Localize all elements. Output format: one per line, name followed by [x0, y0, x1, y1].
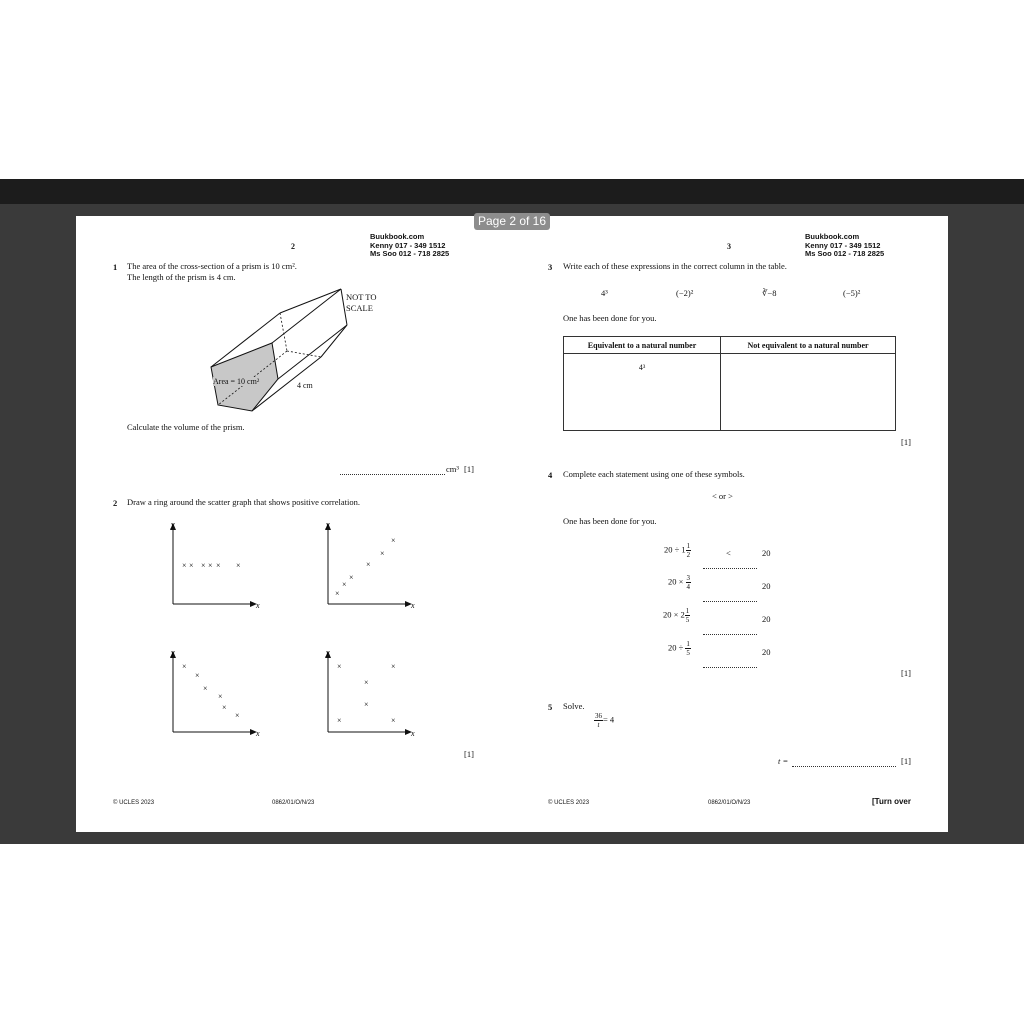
q3-expression-2: (−2)² — [676, 288, 694, 298]
scatter-point: × — [216, 561, 221, 570]
q3-prompt: Write each of these expressions in the correct column in the table. — [563, 261, 787, 271]
right-footer-code: 0862/01/O/N/23 — [708, 800, 751, 806]
y-axis-label: y — [326, 649, 330, 657]
q2-prompt: Draw a ring around the scatter graph that shows positive correlation. — [127, 497, 360, 507]
scatter-point: × — [391, 716, 396, 725]
fraction-numerator: 36 — [595, 712, 602, 720]
fraction-denominator: 4 — [686, 583, 691, 591]
scatter-point: × — [349, 573, 354, 582]
y-axis-label: y — [326, 521, 330, 529]
scatter-point: × — [364, 678, 369, 687]
q4-row-lhs: 20 ÷ — [668, 642, 684, 653]
scatter-graph-negative-correlation[interactable] — [166, 649, 266, 744]
scatter-point: × — [182, 662, 187, 671]
q1-prompt: Calculate the volume of the prism. — [127, 422, 245, 432]
q2-marks: [1] — [464, 749, 474, 759]
length-label: 4 cm — [297, 381, 313, 390]
q1-line1: The area of the cross-section of a prism is 10 cm². — [127, 261, 297, 271]
q4-row-fraction — [686, 574, 692, 591]
q5-equation-rhs: = 4 — [603, 714, 615, 725]
q4-row-2 — [668, 574, 691, 591]
scatter-point: × — [203, 684, 208, 693]
q4-row-4-rhs: 20 — [762, 647, 771, 657]
not-to-scale-line1: NOT TO — [346, 292, 377, 302]
fraction-numerator: 1 — [686, 640, 690, 648]
q3-expression-3: ∛−8 — [762, 288, 777, 298]
q2-number: 2 — [113, 498, 118, 508]
prism-diagram — [201, 286, 351, 416]
q5-prompt: Solve. — [563, 701, 585, 711]
scatter-point: × — [391, 536, 396, 545]
prism-edge — [321, 325, 347, 357]
q4-row-fraction — [685, 640, 691, 657]
scatter-point: × — [380, 549, 385, 558]
q1-number: 1 — [113, 262, 118, 272]
q5-marks: [1] — [901, 756, 911, 766]
q4-done-note: One has been done for you. — [563, 516, 657, 526]
area-label: Area = 10 cm² — [213, 377, 260, 386]
q4-row-2-answer-line[interactable] — [703, 601, 757, 602]
scatter-graph-positive-correlation[interactable] — [321, 521, 421, 616]
q4-marks: [1] — [901, 668, 911, 678]
brand-contact-kenny: Kenny 017 - 349 1512 — [370, 240, 446, 250]
q3-example-entry: 4³ — [638, 363, 646, 372]
scatter-point: × — [337, 662, 342, 671]
page-indicator: Page 2 of 16 — [474, 213, 550, 230]
scatter-point: × — [218, 692, 223, 701]
q4-row-lhs: 20 ÷ 1 — [664, 544, 686, 555]
scatter-graph-no-correlation[interactable] — [166, 521, 266, 616]
fraction-numerator: 1 — [685, 607, 690, 615]
natural-column-cell[interactable] — [564, 354, 721, 431]
scatter-point: × — [208, 561, 213, 570]
left-footer-copyright: © UCLES 2023 — [113, 800, 155, 806]
q4-row-lhs: 20 × 2 — [663, 609, 685, 620]
not-to-scale-line2: SCALE — [346, 303, 373, 313]
brand-site: Buukbook.com — [805, 232, 860, 241]
scatter-point: × — [182, 561, 187, 570]
q4-row-3-rhs: 20 — [762, 614, 771, 624]
prism-edge — [341, 289, 347, 325]
not-natural-column-cell[interactable] — [721, 354, 896, 431]
q5-number: 5 — [548, 702, 553, 712]
q4-number: 4 — [548, 470, 553, 480]
right-brand-block — [805, 233, 884, 259]
table-header-not-natural: Not equivalent to a natural number — [721, 337, 896, 354]
x-axis-label: x — [256, 729, 260, 738]
scatter-graph-no-correlation-spread[interactable] — [321, 649, 421, 744]
scatter-point: × — [364, 700, 369, 709]
q3-answer-table — [563, 336, 896, 431]
prism-edge — [280, 289, 341, 313]
fraction-numerator: 3 — [686, 574, 691, 582]
brand-contact-soo: Ms Soo 012 - 718 2825 — [805, 249, 885, 258]
scatter-point: × — [337, 716, 342, 725]
prism-edge — [278, 325, 347, 379]
q3-marks: [1] — [901, 437, 911, 447]
scatter-point: × — [236, 561, 241, 570]
scatter-point: × — [335, 589, 340, 598]
scatter-point: × — [391, 662, 396, 671]
left-page-number: 2 — [291, 242, 295, 251]
q4-row-lhs: 20 × — [668, 576, 684, 587]
q1-unit: cm³ — [446, 464, 459, 474]
left-brand-block — [370, 233, 449, 259]
pdf-viewer — [0, 179, 1024, 844]
x-axis-label: x — [256, 601, 260, 610]
scatter-points — [337, 662, 396, 725]
q4-row-fraction — [685, 607, 691, 624]
fraction-denominator: 5 — [686, 649, 690, 657]
scatter-point: × — [222, 703, 227, 712]
q5-equation — [594, 712, 614, 729]
q4-row-1-answer-line[interactable] — [703, 568, 757, 569]
hidden-edge — [287, 351, 321, 357]
q3-done-note: One has been done for you. — [563, 313, 657, 323]
fraction-denominator: 2 — [686, 551, 691, 559]
q4-row-1-answer: < — [726, 548, 731, 558]
q4-row-3-answer-line[interactable] — [703, 634, 757, 635]
scatter-points — [335, 536, 396, 598]
fraction-denominator: 5 — [685, 616, 690, 624]
scatter-point: × — [189, 561, 194, 570]
q4-row-4-answer-line[interactable] — [703, 667, 757, 668]
fraction-denominator: t — [597, 721, 600, 729]
q1-answer-line[interactable] — [340, 474, 445, 475]
q3-number: 3 — [548, 262, 553, 272]
scatter-point: × — [235, 711, 240, 720]
q1-marks: [1] — [464, 464, 474, 474]
turn-over-label: [Turn over — [872, 797, 911, 806]
fraction-numerator: 1 — [686, 542, 691, 550]
right-page-number: 3 — [727, 242, 731, 251]
scatter-point: × — [342, 580, 347, 589]
left-footer-code: 0862/01/O/N/23 — [272, 800, 315, 806]
q4-row-1 — [664, 542, 691, 559]
y-axis-label: y — [171, 649, 175, 657]
q4-prompt: Complete each statement using one of these symbols. — [563, 469, 745, 479]
scatter-point: × — [201, 561, 206, 570]
brand-contact-soo: Ms Soo 012 - 718 2825 — [370, 249, 450, 258]
q5-answer-label: t = — [778, 756, 789, 766]
q4-row-2-rhs: 20 — [762, 581, 771, 591]
pdf-page-spread — [76, 216, 948, 832]
brand-site: Buukbook.com — [370, 232, 425, 241]
prism-edge — [272, 289, 341, 343]
q5-fraction — [594, 712, 603, 729]
scatter-points — [182, 662, 240, 720]
scatter-point: × — [195, 671, 200, 680]
scatter-points — [182, 561, 241, 570]
brand-contact-kenny: Kenny 017 - 349 1512 — [805, 240, 881, 250]
q1-line2: The length of the prism is 4 cm. — [127, 272, 236, 282]
q3-expression-1: 4³ — [601, 288, 608, 298]
q3-expression-4: (−5)² — [843, 288, 861, 298]
scatter-point: × — [366, 560, 371, 569]
q4-row-1-rhs: 20 — [762, 548, 771, 558]
viewer-toolbar — [0, 179, 1024, 204]
q4-row-3 — [663, 607, 690, 624]
q5-answer-line[interactable] — [792, 766, 896, 767]
right-footer-copyright: © UCLES 2023 — [548, 800, 590, 806]
q4-symbols: < or > — [712, 491, 733, 501]
x-axis-label: x — [411, 729, 415, 738]
y-axis-label: y — [171, 521, 175, 529]
x-axis-label: x — [411, 601, 415, 610]
q4-row-fraction — [686, 542, 692, 559]
table-header-natural: Equivalent to a natural number — [564, 337, 721, 354]
q4-row-4 — [668, 640, 691, 657]
